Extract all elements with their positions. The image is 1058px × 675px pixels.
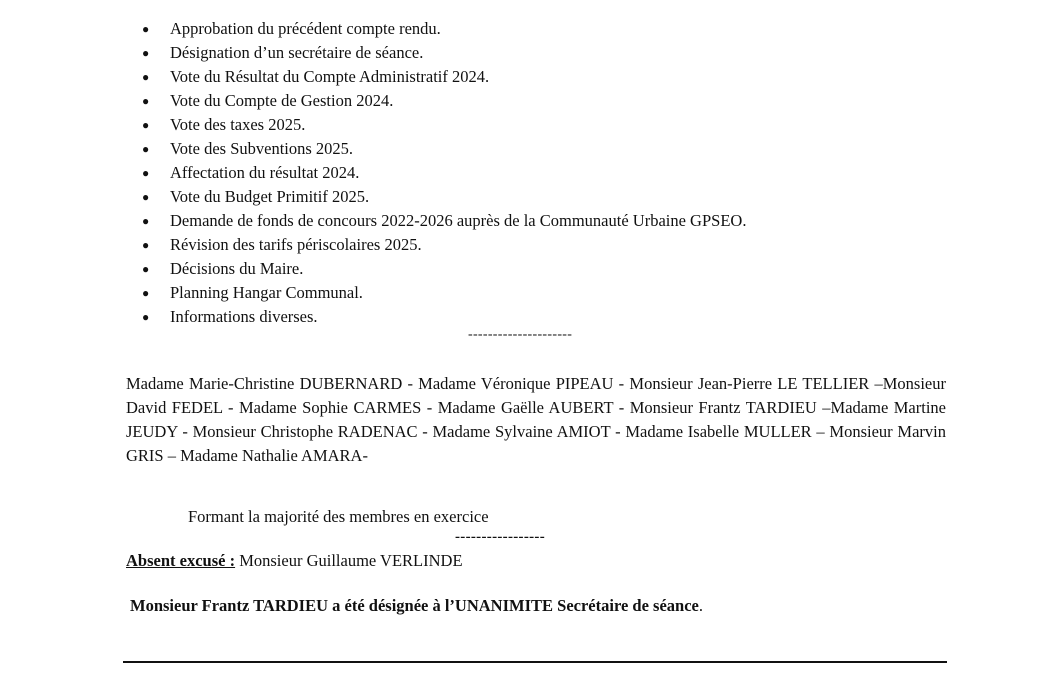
bullet-icon: ● — [142, 94, 150, 108]
bullet-icon: ● — [142, 190, 150, 204]
secretary-text: Monsieur Frantz TARDIEU a été désignée à l’UNANIMITE Secrétaire de séance — [130, 596, 699, 615]
bullet-icon: ● — [142, 310, 150, 324]
list-item — [142, 17, 746, 41]
bullet-icon: ● — [142, 46, 150, 60]
secretary-period: . — [698, 596, 703, 615]
bullet-icon: ● — [142, 70, 150, 84]
agenda-item-text: Vote des taxes 2025. — [170, 115, 306, 134]
bullet-icon: ● — [142, 118, 150, 132]
list-item — [142, 281, 746, 305]
absent-label: Absent excusé : — [126, 551, 236, 570]
absent-excused-line — [126, 551, 463, 571]
dashed-separator: --------------------- — [468, 327, 573, 342]
agenda-item-text: Affectation du résultat 2024. — [170, 163, 360, 182]
bullet-icon: ● — [142, 286, 150, 300]
agenda-item-text: Vote des Subventions 2025. — [170, 139, 354, 158]
agenda-list — [142, 17, 747, 329]
list-item — [142, 257, 746, 281]
agenda-item-text: Demande de fonds de concours 2022-2026 auprès de la Communauté Urbaine GPSEO. — [170, 211, 747, 230]
agenda-item-text: Révision des tarifs périscolaires 2025. — [170, 235, 422, 254]
list-item — [142, 185, 746, 209]
agenda-item-text: Vote du Résultat du Compte Administratif 2024. — [170, 67, 490, 86]
agenda-item-text: Planning Hangar Communal. — [170, 283, 363, 302]
agenda-item-text: Approbation du précédent compte rendu. — [170, 19, 441, 38]
agenda-item-text: Désignation d’un secrétaire de séance. — [170, 43, 424, 62]
list-item — [142, 161, 746, 185]
bullet-icon: ● — [142, 214, 150, 228]
agenda-item-text: Informations diverses. — [170, 307, 318, 326]
list-item — [142, 209, 747, 233]
list-item — [142, 41, 746, 65]
bullet-icon: ● — [142, 166, 150, 180]
agenda-item-text: Décisions du Maire. — [170, 259, 304, 278]
secretary-designation — [130, 596, 703, 616]
horizontal-rule — [123, 661, 947, 663]
list-item — [142, 233, 746, 257]
bullet-icon: ● — [142, 238, 150, 252]
list-item — [142, 113, 746, 137]
agenda-item-text: Vote du Compte de Gestion 2024. — [170, 91, 394, 110]
list-item — [142, 137, 746, 161]
bullet-icon: ● — [142, 22, 150, 36]
majority-statement: Formant la majorité des membres en exercice — [188, 507, 489, 526]
dashed-separator-bold: ----------------- — [455, 529, 546, 545]
list-item — [142, 89, 746, 113]
bullet-icon: ● — [142, 142, 150, 156]
members-present-paragraph: Madame Marie-Christine DUBERNARD - Madame Véronique PIPEAU - Monsieur Jean-Pierre LE TELLIER –Monsieur David FEDEL - Madame Sophie CARMES - Madame Gaëlle AUBERT - Monsieur Frantz TARDIEU –Madame Martine JEUDY - Monsieur Christophe RADENAC - Madame Sylvaine AMIOT - Madame Isabelle MULLER – Monsieur Marvin GRIS – Madame Nathalie AMARA- — [126, 374, 946, 465]
list-item — [142, 305, 746, 329]
agenda-item-text: Vote du Budget Primitif 2025. — [170, 187, 370, 206]
absent-name: Monsieur Guillaume VERLINDE — [235, 551, 463, 570]
bullet-icon: ● — [142, 262, 150, 276]
list-item — [142, 65, 746, 89]
